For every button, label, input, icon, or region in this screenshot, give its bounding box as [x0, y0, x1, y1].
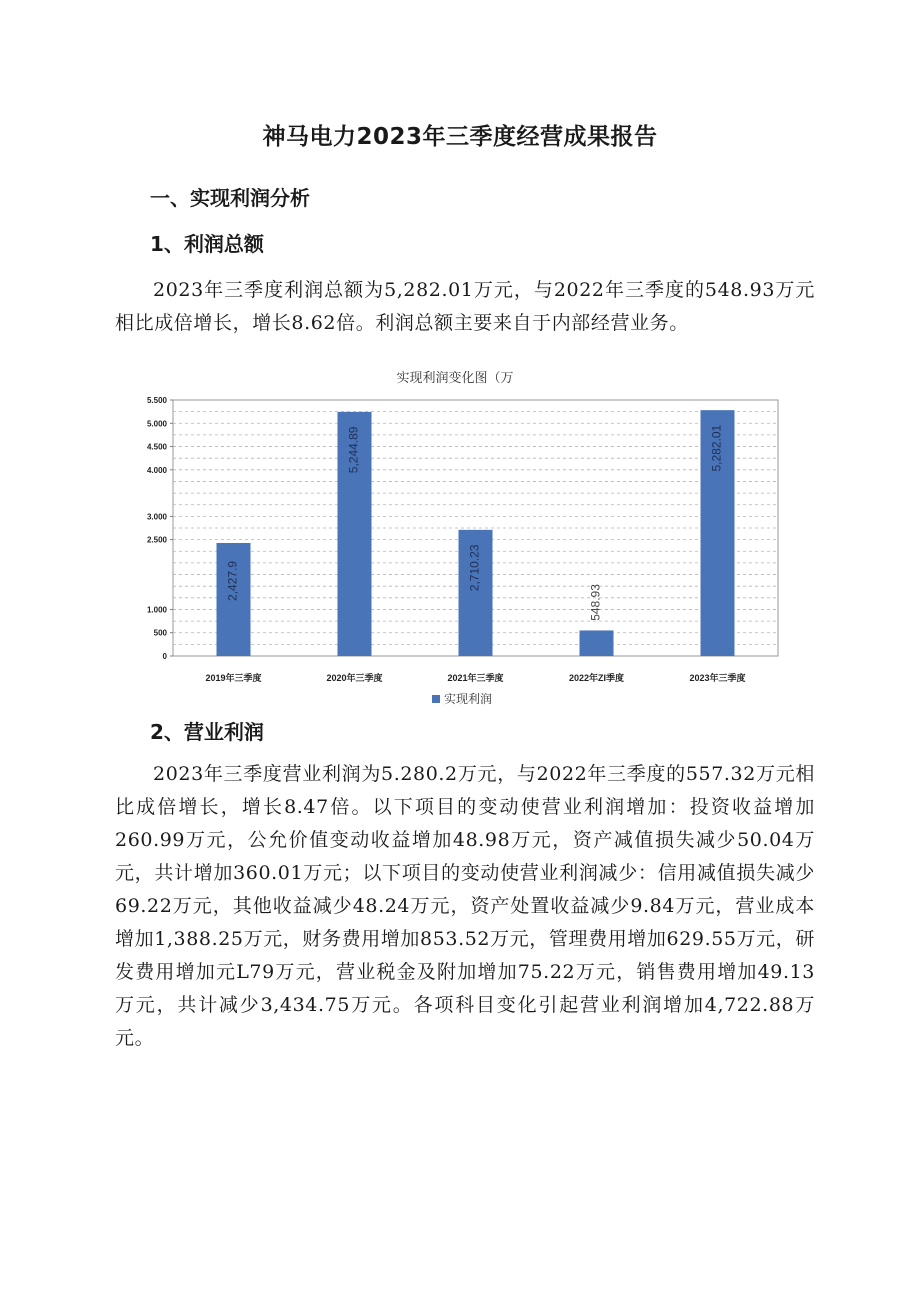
- section-heading-profit-analysis: 一、实现利润分析: [150, 186, 310, 210]
- bar-data-label: 5,282.01: [709, 424, 724, 472]
- legend-swatch: [432, 695, 440, 703]
- chart-legend: [432, 691, 492, 706]
- x-category-label: 2019年三季度: [205, 673, 262, 683]
- y-tick-label: 1.000: [146, 605, 167, 615]
- subsection-heading-total-profit: 1、利润总额: [150, 232, 264, 256]
- total-profit-paragraph: 2023年三季度利润总额为5,282.01万元，与2022年三季度的548.93万元相比成倍增长，增长8.62倍。利润总额主要来自于内部经营业务。: [115, 279, 815, 334]
- x-category-label: 2020年三季度: [326, 673, 383, 683]
- bar-data-label: 2,427.9: [225, 560, 240, 602]
- bar-data-label: 5,244.89: [346, 426, 361, 474]
- y-tick-label: 2.500: [146, 535, 167, 545]
- y-tick-label: 5.000: [146, 419, 167, 429]
- y-tick-label: 500: [153, 628, 167, 638]
- y-tick-label: 4.500: [146, 442, 167, 452]
- document-title: 神马电力2023年三季度经营成果报告: [262, 124, 658, 150]
- bar: [580, 630, 614, 656]
- y-tick-label: 0: [162, 652, 167, 661]
- y-tick-label: 5.500: [146, 396, 167, 405]
- legend-label: 实现利润: [444, 692, 493, 706]
- x-category-label: 2022年ZI季度: [568, 673, 625, 683]
- x-category-label: 2023年三季度: [689, 673, 746, 683]
- chart-x-axis: [205, 672, 745, 683]
- profit-bar-chart: [115, 362, 795, 712]
- bar-data-label: 2,710.23: [467, 544, 482, 592]
- bar-data-label: 548.93: [588, 584, 603, 621]
- y-tick-label: 4.000: [146, 465, 167, 475]
- subsection-heading-operating-profit: 2、营业利润: [150, 720, 264, 744]
- operating-profit-paragraph: 2023年三季度营业利润为5.280.2万元，与2022年三季度的557.32万元相比成倍增长，增长8.47倍。以下项目的变动使营业利润增加：投资收益增加260.99万元，公允价值变动收益增加48.98万元，资产减值损失减少50.04万元，共计增加360.01万元；以下项目的变动使营业利润减少：信用减值损失减少69.22万元，其他收益减少48.24万元，资产处置收益减少9.84万元，营业成本增加1,388.25万元，财务费用增加853.52万元，管理费用增加629.55万元，研发费用增加元L79万元，营业税金及附加增加75.22万元，销售费用增加49.13万元，共计减少3,434.75万元。各项科目变化引起营业利润增加4,722.88万元。: [115, 763, 815, 1049]
- chart-title: 实现利润变化图（万: [396, 370, 514, 385]
- x-category-label: 2021年三季度: [447, 673, 504, 683]
- chart-y-axis: [147, 396, 173, 661]
- y-tick-label: 3.000: [146, 512, 167, 522]
